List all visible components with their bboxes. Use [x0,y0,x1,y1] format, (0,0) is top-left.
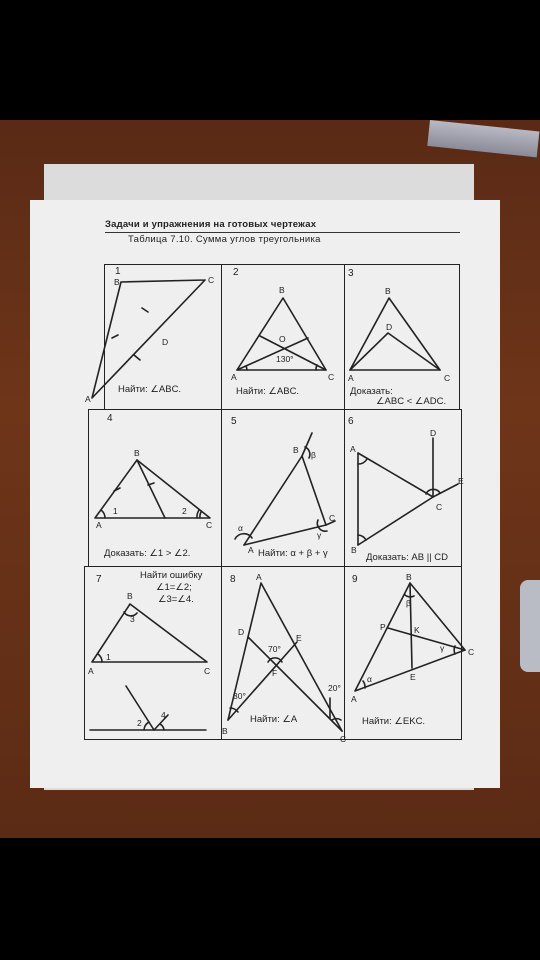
gamma-arc [454,646,455,654]
angle-label: 2 [137,718,142,728]
figure-5 [235,433,335,545]
task-caption: Найти: ∠A [250,714,298,725]
angle-label: 3 [130,614,135,624]
cell-number: 8 [230,574,236,585]
angle-label: 4 [161,710,166,720]
point-label: B [114,277,120,287]
point-label: F [272,668,278,678]
task-caption-line3: ∠3=∠4. [158,594,194,605]
figure-3 [350,298,440,370]
point-label: D [430,428,437,438]
point-label: A [88,666,94,676]
angle-arc [98,654,102,662]
point-label: C [444,373,451,383]
point-label: A [96,520,102,530]
cell-number: 3 [348,268,354,279]
point-label: D [238,627,245,637]
cell-number: 1 [115,266,121,277]
task-caption: Найти: ∠EKC. [362,716,426,727]
tick-mark [134,355,140,360]
point-label: E [296,633,302,643]
worksheet-heading: Задачи и упражнения на готовых чертежах [105,219,317,230]
angle-label: α [238,523,243,533]
angle-label: 30° [233,691,246,701]
triangle-abc [350,298,440,370]
point-label: C [204,666,211,676]
angle-arc [160,724,164,730]
point-label: B [222,726,228,736]
angle-label: β [311,450,316,460]
point-label: B [134,448,140,458]
task-caption: Доказать: ∠1 > ∠2. [104,548,191,559]
point-label: E [410,672,416,682]
angle-label: β [406,598,411,608]
figure-1 [92,280,205,398]
angle-label: 130° [276,354,294,364]
point-label: A [248,545,254,555]
table-title: Таблица 7.10. Сумма углов треугольника [128,234,321,245]
point-label: C [340,734,347,744]
angle-label: 70° [268,644,281,654]
angle-label: γ [440,643,445,653]
point-label: D [386,322,393,332]
line-ab [244,433,312,545]
cell-number: 2 [233,267,239,278]
figure-8 [228,583,342,731]
angle-arc [358,459,367,464]
task-caption-line2: ∠ABC < ∠ADC. [376,396,447,407]
angle-label: α [367,674,372,684]
task-caption: Найти: α + β + γ [258,548,328,559]
task-caption: Найти ошибку [140,570,203,581]
point-label: K [414,625,420,635]
point-label: C [468,647,475,657]
point-label: B [406,572,412,582]
cell-number: 5 [231,416,237,427]
angle-arc [144,722,149,730]
task-caption: Найти: ∠ABC. [236,386,300,397]
point-label: B [279,285,285,295]
figure-6 [358,438,458,545]
angle-label: 20° [328,683,341,693]
alpha-arc [235,534,252,539]
task-caption: Найти: ∠ABC. [118,384,182,395]
point-label: P [380,622,386,632]
segment-pc [388,628,465,650]
point-label: D [162,337,169,347]
angle-label: 1 [113,506,118,516]
point-label: A [350,444,356,454]
figure-1-lines [92,280,205,398]
cell-number: 6 [348,416,354,427]
angle-arc [200,512,201,518]
angle-arc [101,510,105,518]
segment-be [410,583,412,668]
angle-arc [197,510,199,518]
angle-label: 2 [182,506,187,516]
task-caption-line2: ∠1=∠2; [156,582,192,593]
task-caption: Доказать: [350,386,393,397]
angle-label: 1 [106,652,111,662]
lines-a-c-b [358,453,433,545]
point-label: O [279,334,286,344]
point-label: A [351,694,357,704]
point-label: C [328,372,335,382]
point-label: C [206,520,213,530]
point-label: C [436,502,443,512]
point-label: A [231,372,237,382]
cell-number: 9 [352,574,358,585]
tick-mark [142,308,148,312]
point-label: A [348,373,354,383]
point-label: B [293,445,299,455]
task-caption: Доказать: AB || CD [366,552,448,563]
point-label: A [85,394,91,404]
segment [137,460,165,518]
point-label: B [127,591,133,601]
segment-be [228,642,297,720]
angle-arc [358,535,366,540]
cell-number: 4 [107,413,113,424]
angle-label: γ [317,530,322,540]
figure-7 [90,604,207,730]
tick-mark [112,335,118,338]
point-label: A [256,572,262,582]
point-label: C [329,513,336,523]
triangle-sides [244,456,326,545]
point-label: E [458,476,464,486]
point-label: B [351,545,357,555]
cell-number: 7 [96,574,102,585]
point-label: C [208,275,215,285]
point-label: B [385,286,391,296]
sides [228,583,342,731]
